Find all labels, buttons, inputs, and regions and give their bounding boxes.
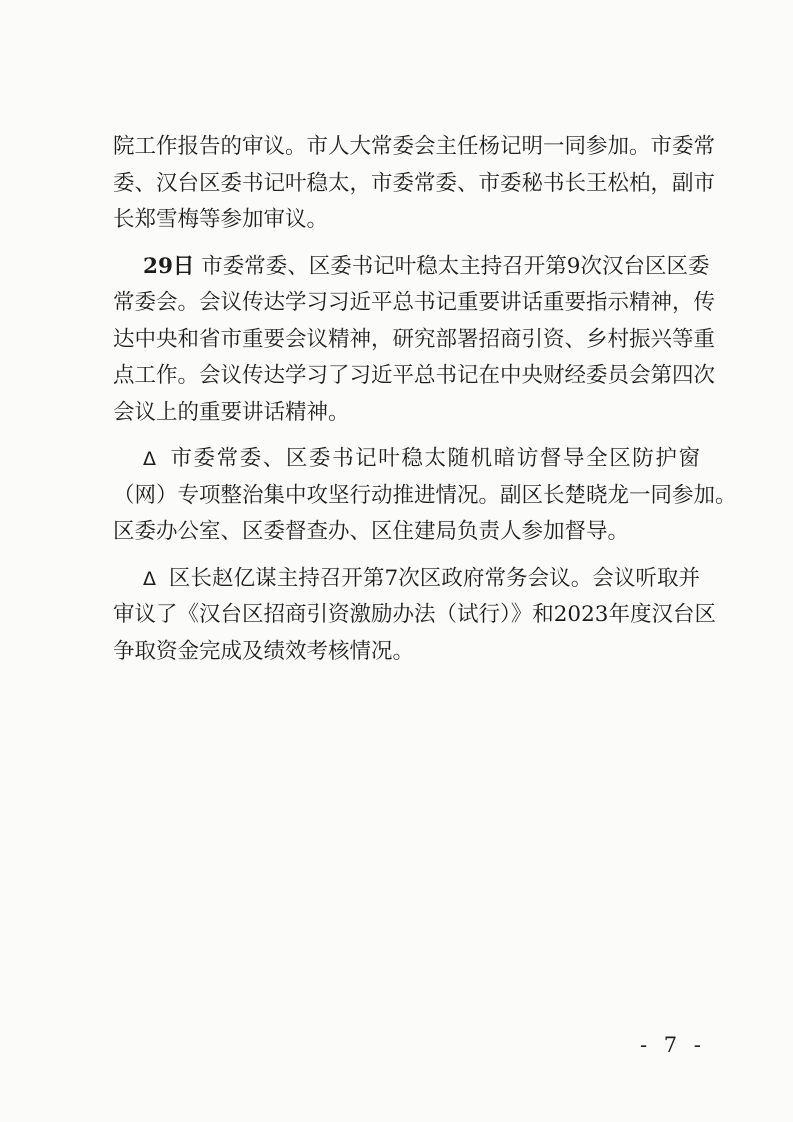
text-line (113, 441, 700, 478)
text-line: 达中央和省市重要会议精神，研究部署招商引资、乡村振兴等重 (113, 326, 716, 352)
text-line (113, 249, 710, 286)
paragraph-inspection (113, 441, 737, 551)
paragraph-report-review (113, 129, 716, 239)
text-line: 院工作报告的审议。市人大常委会主任杨记明一同参加。市委常 (113, 134, 716, 159)
page-number: - 7 - (640, 1033, 706, 1057)
delta-marker-icon: Δ (143, 567, 156, 590)
text-line: 会议上的重要讲话精神。 (113, 399, 350, 425)
document-body (113, 129, 737, 680)
text-line: 委、汉台区委书记叶稳太，市委常委、市委秘书长王松柏，副市 (113, 170, 716, 196)
text-line: 点工作。会议传达学习了习近平总书记在中央财经委员会第四次 (113, 363, 716, 388)
delta-marker-icon: Δ (143, 448, 156, 470)
text-line: 长郑雪梅等参加审议。 (113, 207, 329, 232)
paragraph-standing-committee (113, 249, 716, 432)
text-segment: 市委常委、区委书记叶稳太随机暗访督导全区防护窗 (170, 446, 700, 471)
text-segment: 区长赵亿谋主持召开第7次区政府常务会议。会议听取并 (168, 565, 700, 591)
text-line: （网）专项整治集中攻坚行动推进情况。副区长楚晓龙一同参加。 (113, 482, 737, 508)
text-segment: 市委常委、区委书记叶稳太主持召开第9次汉台区区委 (201, 253, 710, 279)
text-line: 区委办公室、区委督查办、区住建局负责人参加督导。 (113, 519, 630, 544)
text-line (113, 561, 700, 598)
text-line: 审议了《汉台区招商引资激励办法（试行）》和2023年度汉台区 (113, 602, 716, 627)
text-line: 争取资金完成及绩效考核情况。 (113, 638, 415, 664)
paragraph-government-meeting (113, 561, 716, 671)
text-line: 常委会。会议传达学习习近平总书记重要讲话重要指示精神，传 (113, 290, 716, 315)
date-label: 29日 (143, 253, 195, 279)
